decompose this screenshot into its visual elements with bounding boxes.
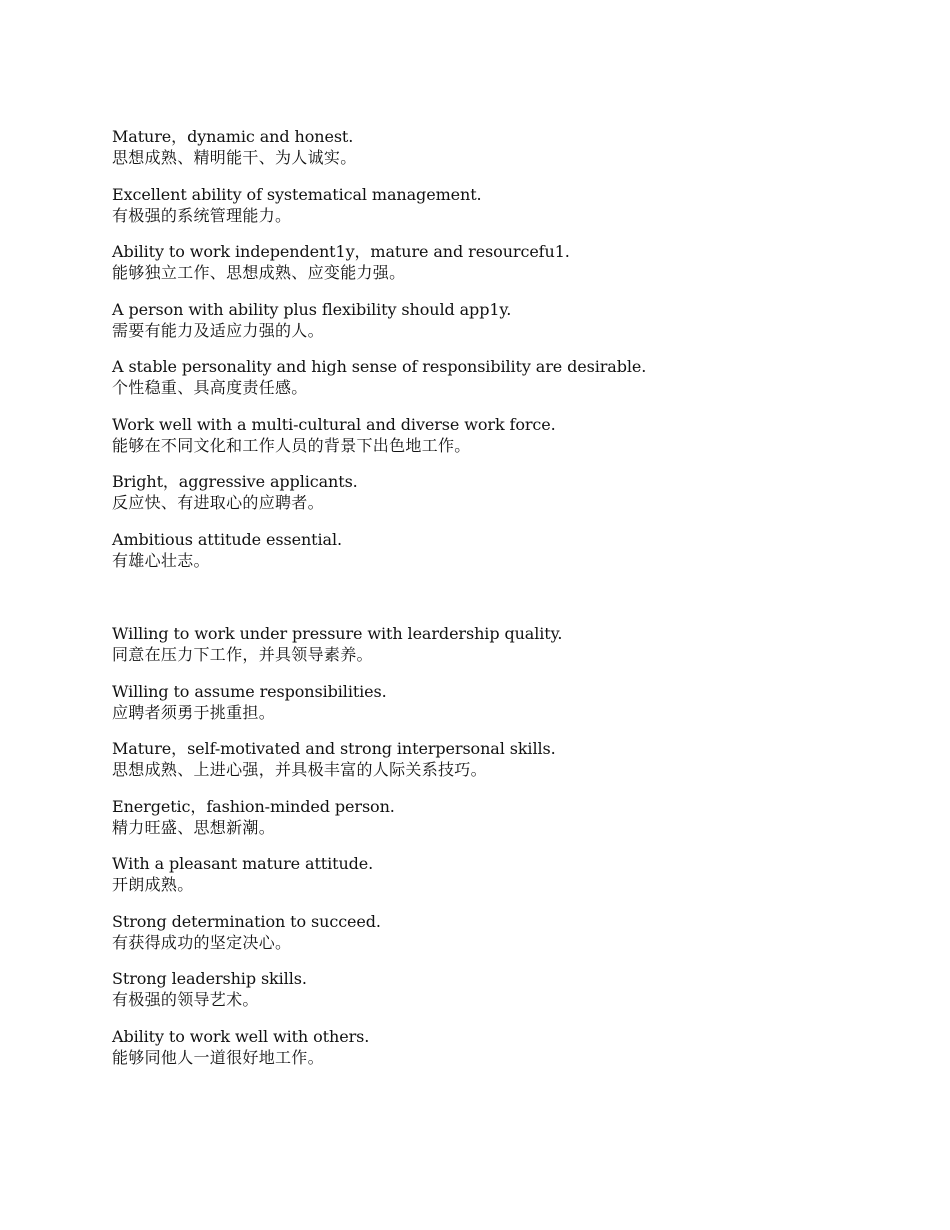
phrase-entry [112, 126, 872, 184]
chinese-translation: 个性稳重、具高度责任感。 [112, 378, 308, 397]
chinese-translation: 有极强的领导艺术。 [112, 990, 259, 1009]
phrase-entry [112, 796, 872, 854]
phrase-entry [112, 1026, 872, 1084]
english-phrase: Ability to work independent1y，mature and resourcefu1. [112, 242, 570, 261]
phrase-entry [112, 241, 872, 299]
phrase-section-1 [112, 126, 872, 586]
chinese-translation: 开朗成熟。 [112, 875, 194, 894]
phrase-entry [112, 738, 872, 796]
chinese-translation: 反应快、有进取心的应聘者。 [112, 493, 324, 512]
english-phrase: Mature，self-motivated and strong interpersonal skills. [112, 739, 556, 758]
english-phrase: Strong leadership skills. [112, 969, 307, 988]
chinese-translation: 同意在压力下工作，并具领导素养。 [112, 645, 373, 664]
chinese-translation: 思想成熟、精明能干、为人诚实。 [112, 148, 357, 167]
phrase-entry [112, 968, 872, 1026]
english-phrase: Energetic，fashion-minded person. [112, 796, 395, 816]
english-phrase: With a pleasant mature attitude. [112, 854, 374, 873]
english-phrase: A stable personality and high sense of responsibility are desirable. [112, 357, 647, 376]
phrase-entry [112, 911, 872, 969]
phrase-entry [112, 356, 872, 414]
phrase-entry [112, 529, 872, 587]
english-phrase: Strong determination to succeed. [112, 911, 381, 931]
phrase-entry [112, 853, 872, 911]
chinese-translation: 能够同他人一道很好地工作。 [112, 1047, 324, 1067]
chinese-translation: 思想成熟、上进心强，并具极丰富的人际关系技巧。 [112, 760, 487, 779]
english-phrase: Ability to work well with others. [112, 1026, 370, 1046]
english-phrase: Willing to assume responsibilities. [112, 681, 387, 701]
phrase-entry [112, 414, 872, 472]
chinese-translation: 有获得成功的坚定决心。 [112, 932, 292, 952]
english-phrase: Willing to work under pressure with leardership quality. [112, 624, 563, 643]
phrase-entry [112, 471, 872, 529]
chinese-translation: 应聘者须勇于挑重担。 [112, 702, 276, 722]
phrase-entry [112, 184, 872, 242]
chinese-translation: 有雄心壮志。 [112, 550, 210, 570]
phrase-entry [112, 623, 872, 681]
phrase-entry [112, 681, 872, 739]
chinese-translation: 有极强的系统管理能力。 [112, 205, 292, 225]
chinese-translation: 精力旺盛、思想新潮。 [112, 817, 276, 837]
phrase-entry [112, 299, 872, 357]
english-phrase: Bright，aggressive applicants. [112, 472, 358, 491]
chinese-translation: 能够独立工作、思想成熟、应变能力强。 [112, 263, 406, 282]
english-phrase: Excellent ability of systematical management. [112, 184, 482, 204]
english-phrase: Work well with a multi-cultural and diverse work force. [112, 414, 556, 434]
english-phrase: Ambitious attitude essential. [112, 529, 342, 549]
chinese-translation: 能够在不同文化和工作人员的背景下出色地工作。 [112, 435, 471, 455]
english-phrase: A person with ability plus flexibility should app1y. [112, 299, 512, 319]
chinese-translation: 需要有能力及适应力强的人。 [112, 320, 324, 340]
phrase-section-2 [112, 623, 872, 1083]
english-phrase: Mature，dynamic and honest. [112, 127, 354, 146]
